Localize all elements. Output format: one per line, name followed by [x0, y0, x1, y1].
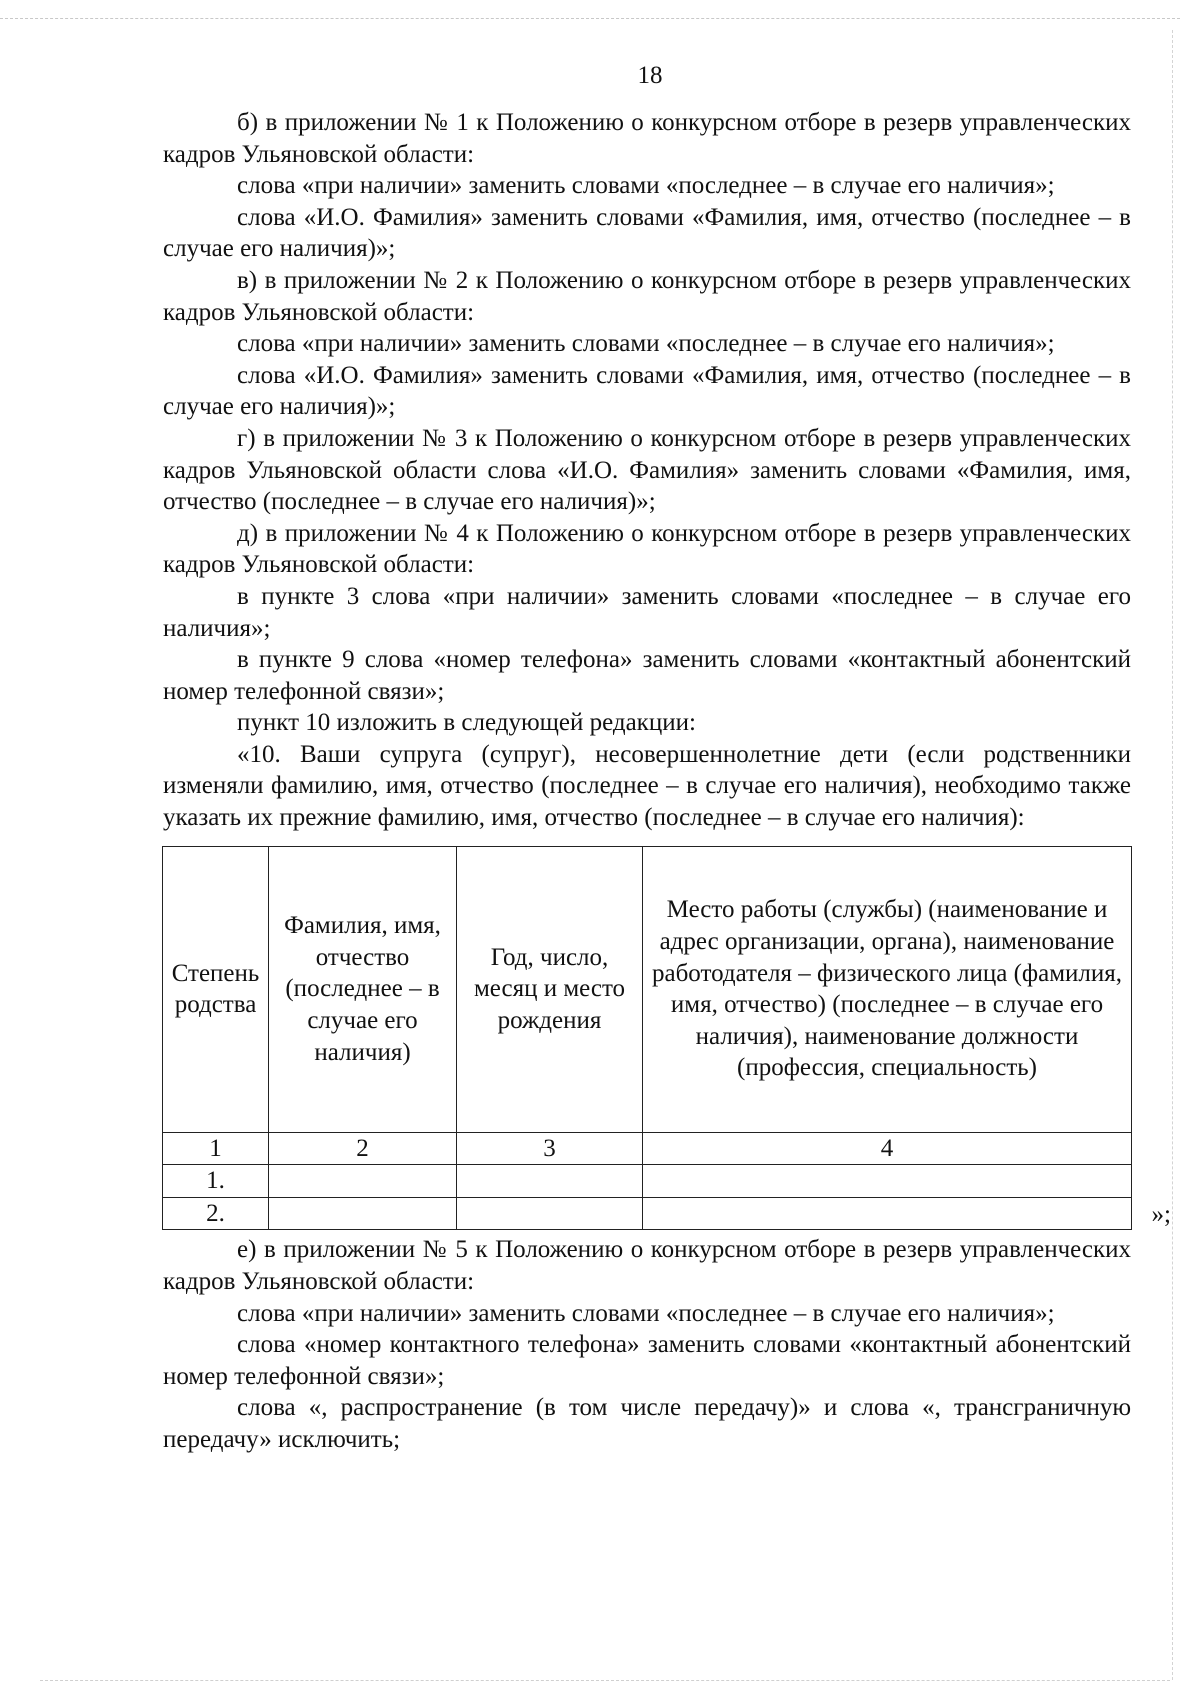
- paragraph-e-3: слова «, распространение (в том числе передачу)» и слова «, трансграничную передачу» исключить;: [163, 1394, 1131, 1453]
- closing-quote-mark: »;: [1151, 1200, 1171, 1228]
- paragraph-e-2: слова «номер контактного телефона» заменить словами «контактный абонентский номер телефонной связи»;: [163, 1331, 1131, 1390]
- scan-border-top: [0, 18, 1180, 19]
- table-cell: [269, 1165, 457, 1198]
- paragraph-g: г) в приложении № 3 к Положению о конкурсном отборе в резерв управленческих кадров Ульяновской области слова «И.О. Фамилия» заменить словами «Фамилия, имя, отчество (последнее – в случае его наличия)»;: [163, 424, 1131, 516]
- paragraph-d: д) в приложении № 4 к Положению о конкурсном отборе в резерв управленческих кадров Ульяновской области:: [163, 519, 1131, 579]
- header-birth: Год, число, месяц и место рождения: [457, 846, 643, 1132]
- paragraph-e-1: слова «при наличии» заменить словами «последнее – в случае его наличия»;: [237, 1299, 1055, 1327]
- table-cell: [643, 1165, 1132, 1198]
- table-cell: 1.: [163, 1165, 269, 1198]
- paragraph-v: в) в приложении № 2 к Положению о конкурсном отборе в резерв управленческих кадров Ульяновской области:: [163, 266, 1131, 326]
- paragraph-e: е) в приложении № 5 к Положению о конкурсном отборе в резерв управленческих кадров Ульяновской области:: [163, 1236, 1131, 1296]
- table-cell: [457, 1165, 643, 1198]
- page-number: 18: [637, 62, 663, 89]
- paragraph-v-1: слова «при наличии» заменить словами «последнее – в случае его наличия»;: [237, 330, 1055, 358]
- table-cell: 4: [643, 1132, 1132, 1165]
- table-row: [163, 1197, 1132, 1230]
- scan-border-bottom: [40, 1680, 1170, 1681]
- paragraph-d-1: в пункте 3 слова «при наличии» заменить словами «последнее – в случае его наличия»;: [163, 582, 1131, 642]
- table-cell: [269, 1197, 457, 1230]
- table-numbering-row: [163, 1132, 1132, 1165]
- table-header-row: [163, 846, 1132, 1132]
- scan-border-right: [1172, 30, 1173, 1680]
- header-relation: Степень родства: [163, 846, 269, 1132]
- table-cell: 3: [457, 1132, 643, 1165]
- paragraph-d-3: пункт 10 изложить в следующей редакции:: [237, 709, 696, 737]
- document-body: [163, 107, 1171, 1456]
- paragraph-b-2: слова «И.О. Фамилия» заменить словами «Фамилия, имя, отчество (последнее – в случае его наличия)»;: [163, 203, 1131, 263]
- header-workplace: Место работы (службы) (наименование и адрес организации, органа), наименование работодателя – физического лица (фамилия, имя, отчество) (последнее – в случае его наличия), наименование должности (профессия, специальность): [643, 846, 1132, 1132]
- table-cell: 1: [163, 1132, 269, 1165]
- paragraph-d-4: «10. Ваши супруга (супруг), несовершеннолетние дети (если родственники изменяли фамилию, имя, отчество (последнее – в случае его наличия), необходимо также указать их прежние фамилию, имя, отчество (последнее – в случае его наличия):: [163, 740, 1131, 832]
- paragraph-b: б) в приложении № 1 к Положению о конкурсном отборе в резерв управленческих кадров Ульяновской области:: [163, 109, 1131, 168]
- table-cell: [457, 1197, 643, 1230]
- paragraph-v-2: слова «И.О. Фамилия» заменить словами «Фамилия, имя, отчество (последнее – в случае его наличия)»;: [163, 361, 1131, 421]
- relatives-table: [162, 846, 1132, 1231]
- relatives-table-wrapper: [162, 846, 1171, 1231]
- table-cell: [643, 1197, 1132, 1230]
- paragraph-b-1: слова «при наличии» заменить словами «последнее – в случае его наличия»;: [237, 172, 1055, 200]
- table-cell: 2: [269, 1132, 457, 1165]
- paragraph-d-2: в пункте 9 слова «номер телефона» заменить словами «контактный абонентский номер телефонной связи»;: [163, 646, 1131, 705]
- header-full-name: Фамилия, имя, отчество (последнее – в случае его наличия): [269, 846, 457, 1132]
- table-cell: 2.: [163, 1197, 269, 1230]
- table-row: [163, 1165, 1132, 1198]
